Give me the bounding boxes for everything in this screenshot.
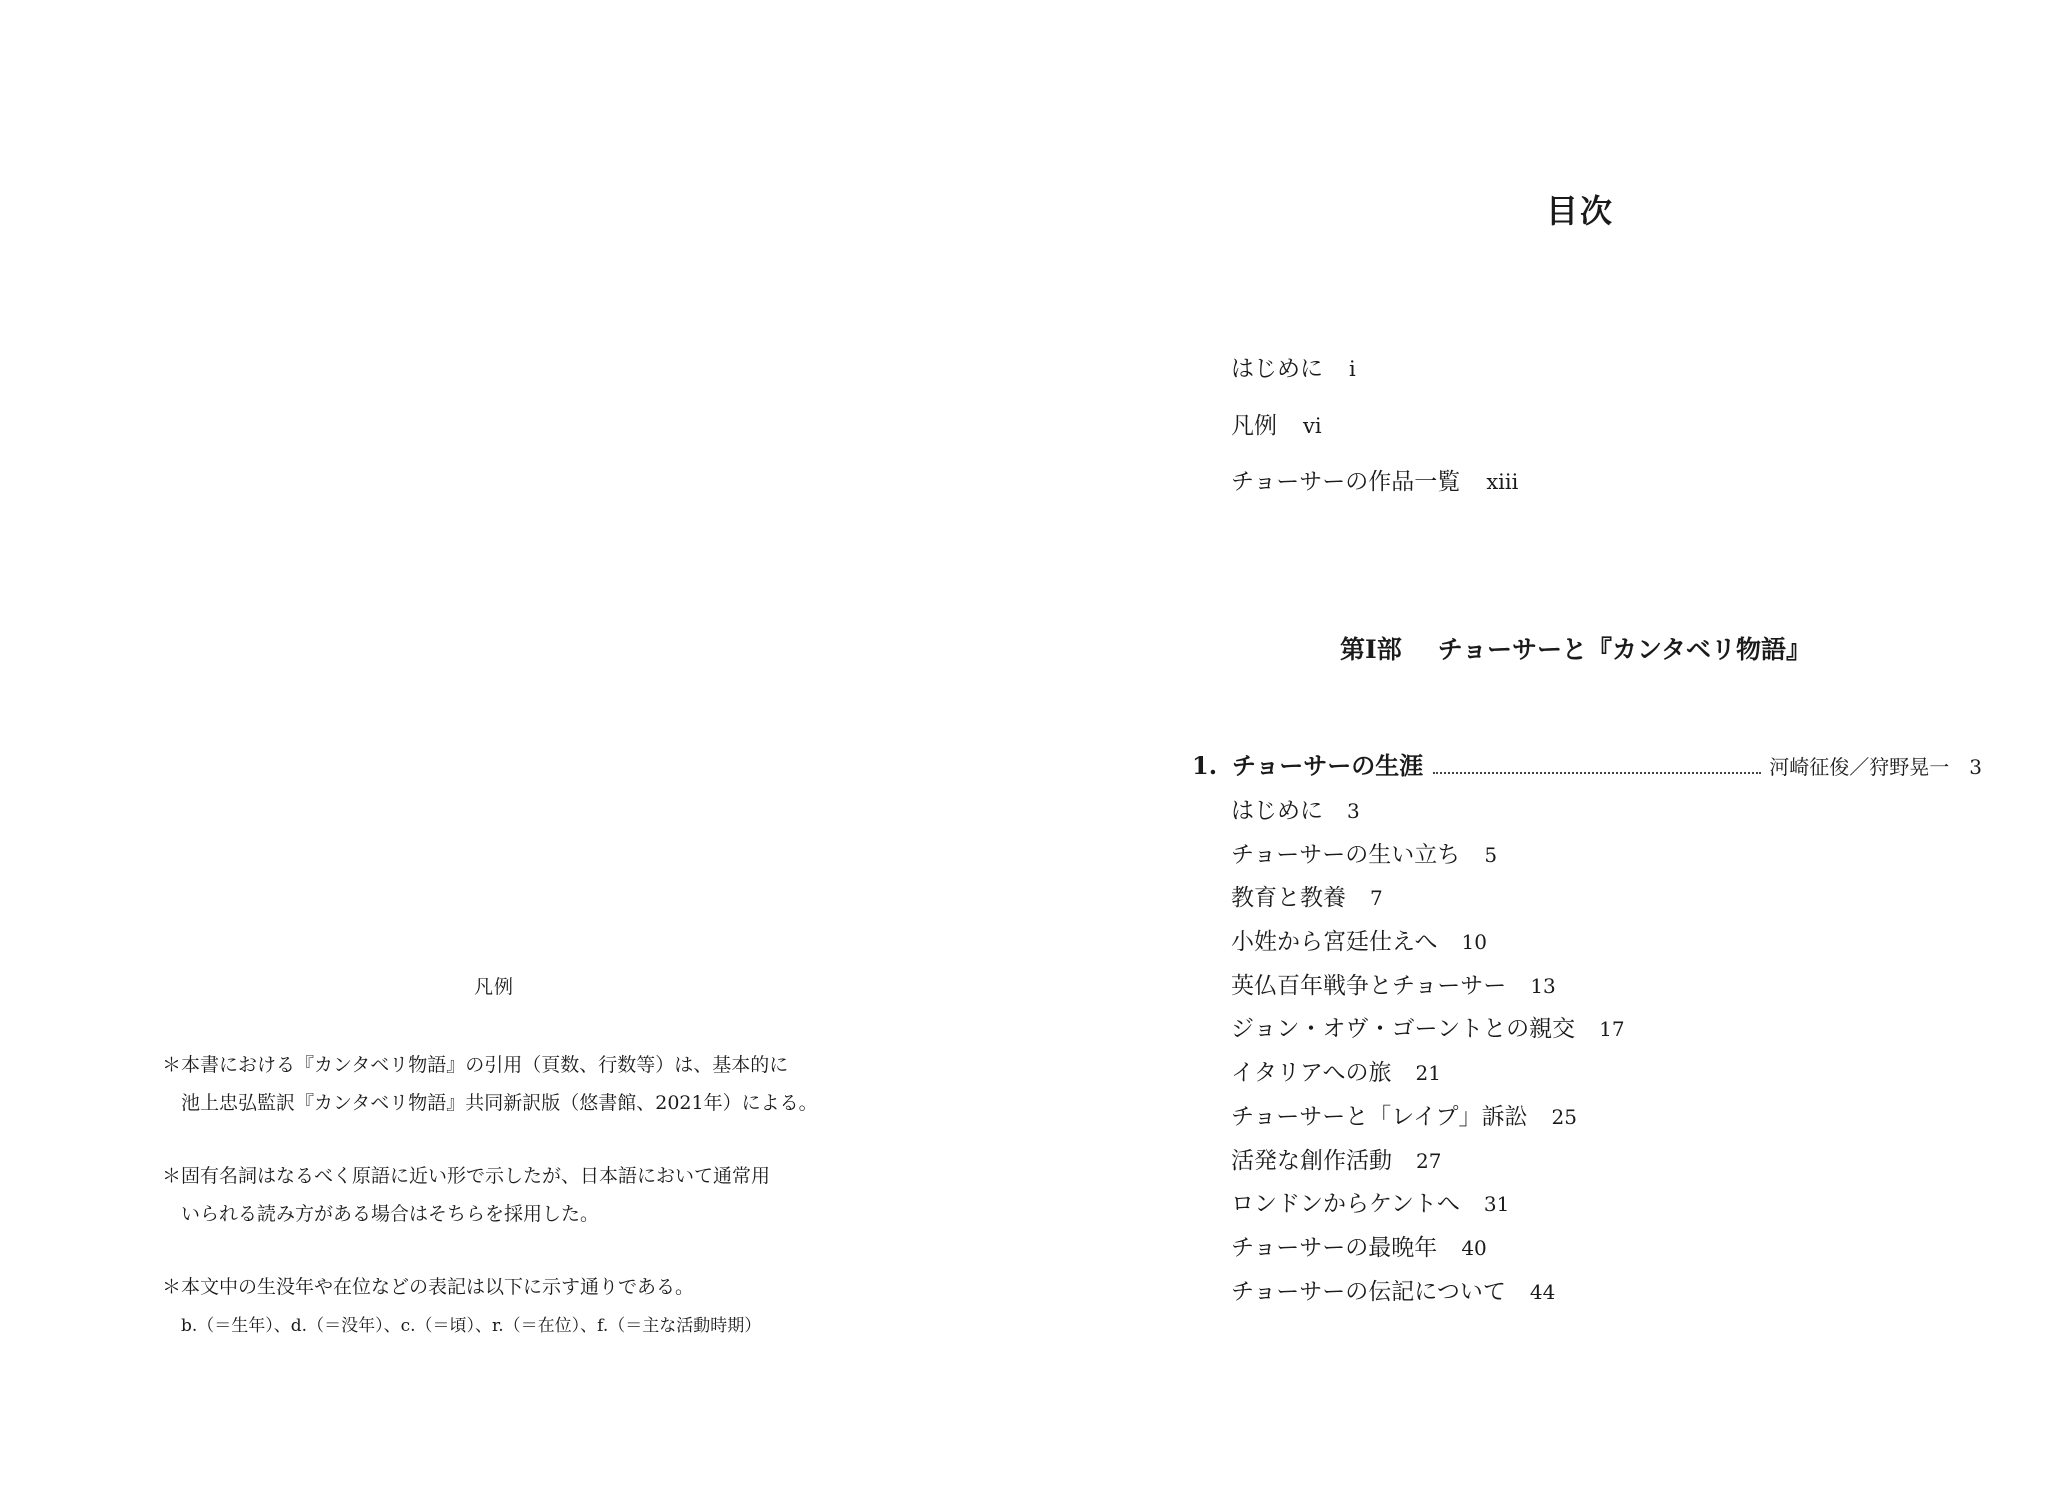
part-heading <box>1340 630 1811 666</box>
note-line: 本文中の生没年や在位などの表記は以下に示す通りである。 <box>181 1276 695 1298</box>
toc-front-page: xiii <box>1486 470 1519 494</box>
section-label: 英仏百年戦争とチョーサー <box>1231 972 1507 999</box>
note-text <box>162 1268 761 1345</box>
section-label: チョーサーの伝記について <box>1231 1278 1506 1305</box>
toc-section-item[interactable] <box>1231 1098 1625 1142</box>
section-label: 活発な創作活動 <box>1231 1147 1392 1174</box>
toc-front-page: vi <box>1303 414 1322 438</box>
toc-chapter-entry[interactable] <box>1192 746 1982 780</box>
section-label: イタリアへの旅 <box>1231 1060 1392 1087</box>
chapter-number: 1. <box>1192 751 1218 780</box>
note-text <box>162 1157 770 1233</box>
toc-front-item[interactable] <box>1231 350 1356 383</box>
section-page: 13 <box>1530 973 1556 998</box>
toc-front-page: i <box>1349 357 1356 381</box>
note-marker: ＊ <box>162 1054 182 1076</box>
toc-front-label: はじめに <box>1231 356 1323 382</box>
section-label: チョーサーと「レイプ」訴訟 <box>1231 1103 1528 1130</box>
note-marker: ＊ <box>162 1276 182 1298</box>
toc-section-item[interactable] <box>1231 1273 1625 1317</box>
section-page: 7 <box>1370 886 1383 911</box>
toc-section-item[interactable] <box>1231 1185 1625 1229</box>
section-page: 10 <box>1461 930 1487 955</box>
chapter-authors: 河崎征俊／狩野晃一 <box>1769 755 1950 779</box>
chapter-page: 3 <box>1969 755 1982 779</box>
section-label: はじめに <box>1231 798 1323 824</box>
toc-section-item[interactable] <box>1231 1142 1625 1186</box>
toc-front-label: チョーサーの作品一覧 <box>1231 469 1461 495</box>
toc-section-list <box>1231 792 1625 1316</box>
section-label: ジョン・オヴ・ゴーントとの親交 <box>1231 1016 1576 1043</box>
note-line: いられる読み方がある場合はそちらを採用した。 <box>181 1203 600 1225</box>
note-line: 池上忠弘監訳『カンタベリ物語』共同新訳版（悠書館、2021年）による。 <box>181 1092 818 1114</box>
toc-section-item[interactable] <box>1231 792 1625 836</box>
section-page: 25 <box>1551 1104 1577 1129</box>
section-page: 5 <box>1484 842 1498 867</box>
toc-section-item[interactable] <box>1231 1010 1625 1054</box>
toc-section-item[interactable] <box>1231 923 1625 967</box>
chapter-title: チョーサーの生涯 <box>1232 751 1424 780</box>
right-page <box>1024 0 2048 1493</box>
section-page: 3 <box>1347 799 1360 823</box>
section-page: 21 <box>1415 1061 1441 1086</box>
section-page: 44 <box>1529 1279 1556 1304</box>
note-text <box>162 1046 818 1122</box>
toc-section-item[interactable] <box>1231 836 1625 880</box>
note-marker: ＊ <box>162 1165 182 1187</box>
toc-front-label: 凡例 <box>1231 413 1277 439</box>
toc-title: 目次 <box>1546 192 1615 230</box>
section-page: 40 <box>1461 1235 1487 1260</box>
toc-section-item[interactable] <box>1231 1054 1625 1098</box>
section-label: 小姓から宮廷仕えへ <box>1231 929 1438 956</box>
dot-leader <box>1433 771 1761 774</box>
note-line: b.（＝生年）、d.（＝没年）、c.（＝頃）、r.（＝在位）、f.（＝主な活動時期） <box>181 1316 762 1336</box>
section-page: 17 <box>1599 1017 1625 1042</box>
part-number: 第Ⅰ部 <box>1340 635 1402 664</box>
section-label: チョーサーの最晩年 <box>1231 1234 1438 1261</box>
toc-section-item[interactable] <box>1231 967 1625 1011</box>
toc-section-item[interactable] <box>1231 879 1625 923</box>
note-line: 本書における『カンタベリ物語』の引用（頁数、行数等）は、基本的に <box>181 1054 789 1076</box>
section-label: チョーサーの生い立ち <box>1231 841 1461 868</box>
toc-section-item[interactable] <box>1231 1229 1625 1273</box>
note-item <box>162 1157 770 1233</box>
note-item <box>162 1046 818 1122</box>
toc-front-item[interactable] <box>1231 407 1322 440</box>
toc-front-item[interactable] <box>1231 463 1518 496</box>
section-label: ロンドンからケントへ <box>1231 1191 1460 1218</box>
note-line: 固有名詞はなるべく原語に近い形で示したが、日本語において通常用 <box>181 1165 771 1187</box>
part-title: チョーサーと『カンタベリ物語』 <box>1437 635 1811 664</box>
section-page: 31 <box>1483 1192 1510 1217</box>
section-page: 27 <box>1416 1148 1442 1173</box>
section-label: 教育と教養 <box>1231 885 1346 912</box>
note-item <box>162 1268 761 1345</box>
notes-title: 凡例 <box>474 976 515 998</box>
